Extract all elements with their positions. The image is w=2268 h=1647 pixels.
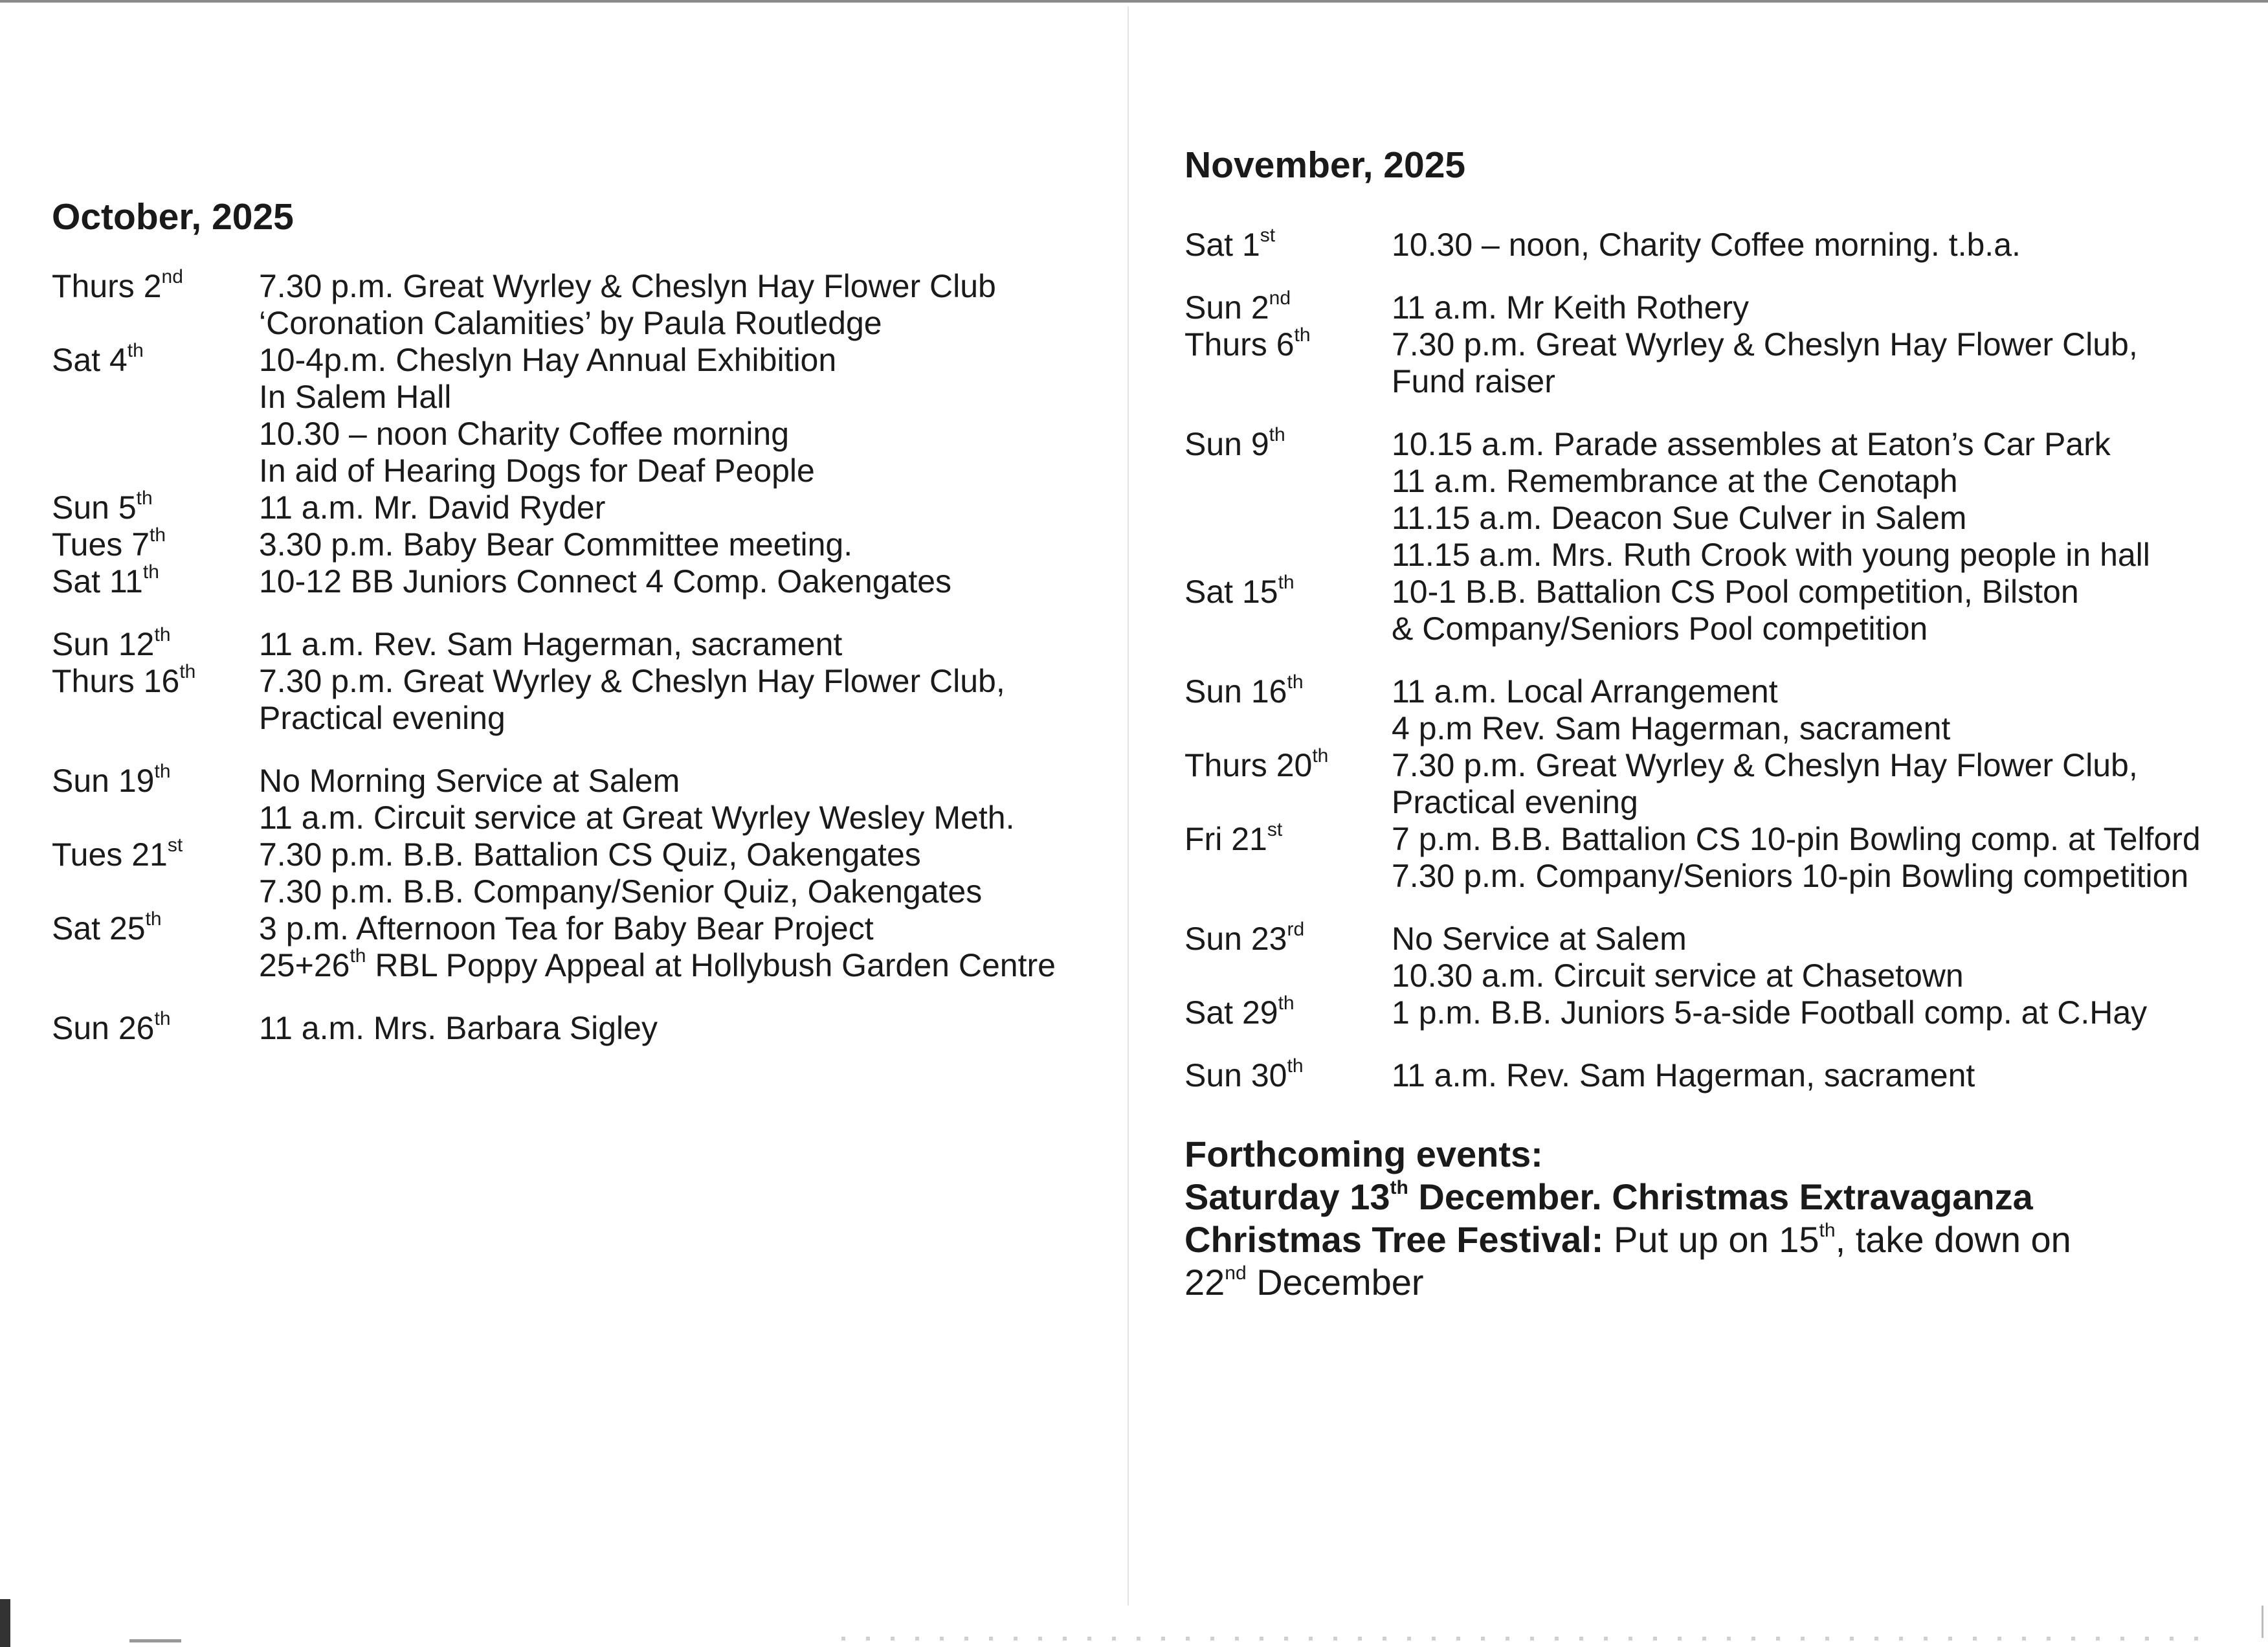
event-line: 11 a.m. Circuit service at Great Wyrley Wesley Meth. [259,800,1015,836]
event-row [52,836,1107,910]
event-line: 7.30 p.m. B.B. Company/Senior Quiz, Oakengates [259,873,983,910]
event-line: 11 a.m. Rev. Sam Hagerman, sacrament [259,626,843,662]
event-row [1184,673,2252,747]
event-row [1184,747,2252,821]
event-row [52,268,1107,342]
page-top-edge [0,0,2268,3]
event-date: Sat 15th [1184,572,1295,610]
event-row [52,763,1107,836]
event-date: Sat 11th [52,561,159,599]
center-fold-line [1128,6,1129,1606]
event-date: Sun 12th [52,624,171,662]
event-row [52,563,1107,600]
event-row [52,626,1107,663]
event-line: 10-12 BB Juniors Connect 4 Comp. Oakengates [259,563,952,599]
event-line: 11 a.m. Mr Keith Rothery [1392,289,1750,326]
event-line: 7.30 p.m. Company/Seniors 10-pin Bowling competition [1392,858,2189,894]
event-date: Sun 16th [1184,671,1304,710]
event-line: Practical evening [259,700,506,736]
event-row [1184,821,2252,895]
scan-bottom-dots [841,1637,2201,1641]
event-line: 10-4p.m. Cheslyn Hay Annual Exhibition [259,342,837,378]
event-date: Sat 1st [1184,225,1276,263]
event-row [1184,1057,2252,1094]
event-date: Sun 9th [1184,424,1285,462]
forthcoming-heading: Forthcoming events: [1184,1134,1543,1174]
scan-edge-mark [129,1639,181,1642]
event-date: Sun 23rd [1184,919,1305,957]
event-line: 3.30 p.m. Baby Bear Committee meeting. [259,526,853,563]
november-column [1184,142,2252,1304]
forthcoming-events [1184,1133,2252,1304]
event-line: ‘Coronation Calamities’ by Paula Routledge [259,305,882,341]
event-line: 10.15 a.m. Parade assembles at Eaton’s Car Park [1392,426,2111,462]
event-row [52,1010,1107,1047]
november-title: November, 2025 [1184,144,1466,186]
event-line: No Service at Salem [1392,921,1687,957]
event-line: 7.30 p.m. Great Wyrley & Cheslyn Hay Flower Club, [1392,747,2138,783]
event-date: Tues 21st [52,835,183,873]
event-row [52,342,1107,489]
event-date: Thurs 2nd [52,266,183,304]
event-date: Thurs 6th [1184,324,1311,363]
event-date: Sat 4th [52,340,144,378]
event-date: Sun 30th [1184,1055,1304,1093]
event-line: 3 p.m. Afternoon Tea for Baby Bear Project [259,910,874,947]
event-date: Sun 5th [52,487,153,526]
october-title: October, 2025 [52,196,294,238]
event-date: Sun 2nd [1184,287,1291,326]
event-line: Fund raiser [1392,363,1555,399]
event-line: & Company/Seniors Pool competition [1392,611,1928,647]
event-date: Thurs 20th [1184,745,1329,783]
scan-edge-mark [2262,1606,2263,1638]
event-line: 7.30 p.m. Great Wyrley & Cheslyn Hay Flower Club [259,268,996,304]
event-line: 11 a.m. Local Arrangement [1392,673,1778,710]
event-line: 11 a.m. Mrs. Barbara Sigley [259,1010,658,1046]
event-row [52,910,1107,984]
forthcoming-line: Christmas Tree Festival: Put up on 15th, take down on [1184,1219,2071,1260]
event-row [1184,289,2252,326]
event-line: 1 p.m. B.B. Juniors 5-a-side Football comp. at C.Hay [1392,994,2148,1031]
event-line: 4 p.m Rev. Sam Hagerman, sacrament [1392,710,1951,746]
event-row [1184,921,2252,994]
event-line: 10.30 a.m. Circuit service at Chasetown [1392,958,1964,994]
event-line: No Morning Service at Salem [259,763,680,799]
event-line: 10.30 – noon, Charity Coffee morning. t.b.a. [1392,227,2021,263]
event-row [1184,574,2252,647]
event-line: 11 a.m. Rev. Sam Hagerman, sacrament [1392,1057,1975,1093]
event-line: 11 a.m. Mr. David Ryder [259,489,606,526]
event-line: 7.30 p.m. Great Wyrley & Cheslyn Hay Flower Club, [259,663,1005,699]
event-date: Sun 19th [52,761,171,799]
event-line: Practical evening [1392,784,1638,820]
forthcoming-line: Saturday 13th December. Christmas Extravaganza [1184,1176,2033,1217]
event-date: Tues 7th [52,524,166,563]
event-row [1184,426,2252,574]
event-line: 10.30 – noon Charity Coffee morning [259,416,790,452]
event-date: Sun 26th [52,1008,171,1046]
event-line: In Salem Hall [259,379,452,415]
event-date: Fri 21st [1184,819,1283,857]
october-column [52,194,1107,1047]
event-line: 11 a.m. Remembrance at the Cenotaph [1392,463,1958,499]
forthcoming-line: 22nd December [1184,1262,1424,1303]
event-row [52,526,1107,563]
event-date: Sat 25th [52,908,162,947]
event-line: 7.30 p.m. B.B. Battalion CS Quiz, Oakengates [259,836,921,873]
event-line: In aid of Hearing Dogs for Deaf People [259,453,815,489]
event-row [52,489,1107,526]
scan-edge-mark [0,1599,10,1647]
event-row [1184,994,2252,1031]
event-line: 25+26th RBL Poppy Appeal at Hollybush Garden Centre [259,945,1056,983]
event-date: Thurs 16th [52,661,196,699]
event-line: 7 p.m. B.B. Battalion CS 10-pin Bowling comp. at Telford [1392,821,2201,857]
event-row [1184,227,2252,263]
event-date: Sat 29th [1184,992,1295,1031]
event-line: 10-1 B.B. Battalion CS Pool competition, Bilston [1392,574,2079,610]
event-line: 11.15 a.m. Deacon Sue Culver in Salem [1392,500,1967,536]
event-line: 7.30 p.m. Great Wyrley & Cheslyn Hay Flower Club, [1392,326,2138,363]
event-row [1184,326,2252,400]
event-row [52,663,1107,737]
event-line: 11.15 a.m. Mrs. Ruth Crook with young people in hall [1392,537,2150,573]
